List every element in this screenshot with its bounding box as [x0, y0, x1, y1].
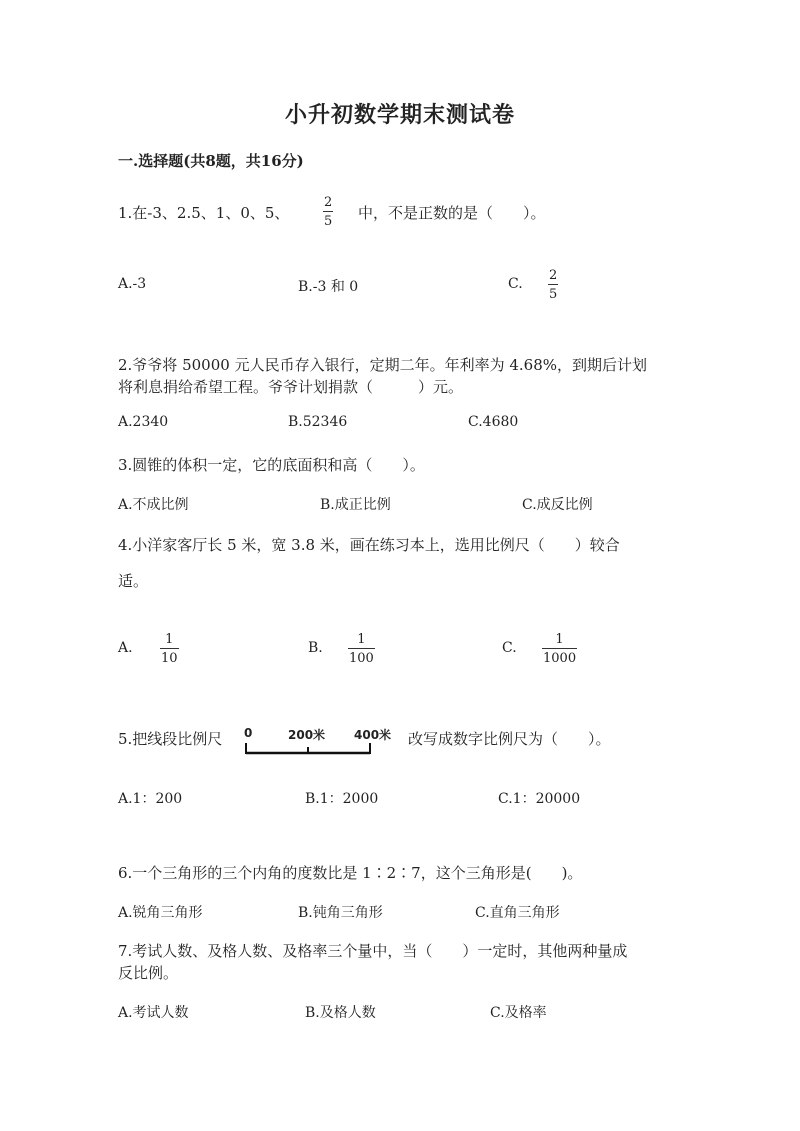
- question-stem-continued: 改写成数字比例尺为（ ）。: [408, 730, 611, 748]
- fraction-numerator: 1: [357, 632, 366, 647]
- fraction-denominator: 10: [160, 648, 179, 665]
- option-b[interactable]: B.成正比例: [320, 497, 391, 513]
- option-b[interactable]: B.钝角三角形: [298, 905, 383, 921]
- option-c[interactable]: C.1：20000: [498, 791, 581, 807]
- option-a[interactable]: A.-3: [118, 276, 147, 292]
- option-a[interactable]: A.不成比例: [118, 497, 189, 513]
- option-b[interactable]: B.52346: [288, 414, 348, 430]
- option-a[interactable]: A.锐角三角形: [118, 905, 203, 921]
- option-b[interactable]: B.-3 和 0: [298, 279, 359, 295]
- question-stem: 7.考试人数、及格人数、及格率三个量中，当（ ）一定时，其他两种量成: [118, 942, 628, 960]
- fraction: [323, 196, 333, 228]
- question-stem: 3.圆锥的体积一定，它的底面积和高（ ）。: [118, 456, 425, 474]
- option-c-fraction: [548, 269, 558, 301]
- option-c[interactable]: C.及格率: [490, 1005, 547, 1021]
- fraction-numerator: 2: [549, 268, 558, 283]
- option-c-fraction: [542, 633, 577, 665]
- scale-tick-label: 200米: [288, 728, 326, 742]
- fraction-numerator: 1: [555, 632, 564, 647]
- option-c[interactable]: C.4680: [468, 414, 519, 430]
- option-c[interactable]: C.直角三角形: [475, 905, 560, 921]
- question-stem-line2: 将利息捐给希望工程。爷爷计划捐款（ ）元。: [118, 378, 464, 396]
- fraction-denominator: 5: [323, 211, 333, 228]
- question-stem: 4.小洋家客厅长 5 米，宽 3.8 米，画在练习本上，选用比例尺（ ）较合: [118, 536, 620, 554]
- question-stem-line2: 适。: [118, 572, 149, 590]
- question-stem: 1.在-3、2.5、1、0、5、: [118, 204, 290, 222]
- scale-bar: [244, 740, 376, 756]
- option-b-label[interactable]: B.: [308, 640, 323, 656]
- option-a[interactable]: A.1：200: [118, 791, 183, 807]
- option-a[interactable]: A.2340: [118, 414, 169, 430]
- question-stem-continued: 中，不是正数的是（ ）。: [358, 204, 546, 222]
- question-stem-line2: 反比例。: [118, 964, 179, 982]
- option-b[interactable]: B.1：2000: [305, 791, 379, 807]
- fraction-denominator: 100: [348, 648, 375, 665]
- fraction-denominator: 1000: [542, 648, 577, 665]
- question-stem: 6.一个三角形的三个内角的度数比是 1∶2∶7，这个三角形是( )。: [118, 864, 583, 882]
- option-b[interactable]: B.及格人数: [305, 1005, 376, 1021]
- scale-tick-label: 400米: [354, 728, 392, 742]
- option-a[interactable]: A.考试人数: [118, 1005, 189, 1021]
- option-a-label[interactable]: A.: [118, 640, 133, 656]
- question-stem: 2.爷爷将 50000 元人民币存入银行，定期二年。年利率为 4.68%，到期后计划: [118, 356, 647, 374]
- page-title: 小升初数学期末测试卷: [284, 102, 515, 128]
- option-b-fraction: [348, 633, 375, 665]
- fraction-denominator: 5: [548, 284, 558, 301]
- option-c[interactable]: C.成反比例: [522, 497, 593, 513]
- scale-tick-label: 0: [244, 726, 253, 740]
- option-a-fraction: [160, 633, 179, 665]
- fraction-numerator: 2: [324, 195, 333, 210]
- fraction-numerator: 1: [165, 632, 174, 647]
- option-c-label[interactable]: C.: [508, 276, 523, 292]
- option-c-label[interactable]: C.: [502, 640, 517, 656]
- section-heading: 一.选择题(共8题，共16分): [118, 152, 304, 170]
- question-stem: 5.把线段比例尺: [118, 730, 223, 748]
